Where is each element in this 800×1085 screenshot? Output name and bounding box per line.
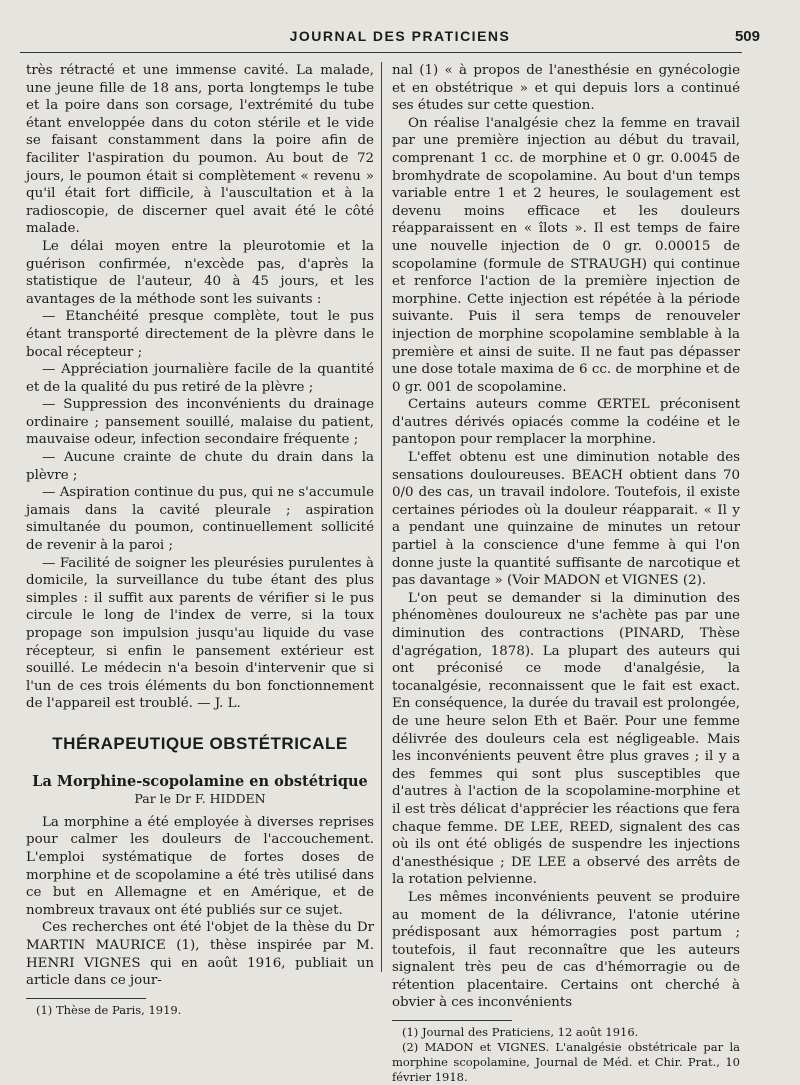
- footnote: (1) Journal des Praticiens, 12 août 1916.: [402, 1025, 639, 1040]
- advantage-item: — Facilité de soigner les pleurésies purulentes à domicile, la surveillance du tube étant des plus simples : il suffit aux parents de vérifier si le pus circule le long de l'index de verre, si la toux propage son impulsion jusqu'au liquide du vase récepteur, si enfin le pansement extérieur est souillé. Le médecin n'a besoin d'intervenir que si l'un de ces trois éléments du bon fonctionnement de l'appareil est troublé. — J. L.: [26, 555, 374, 712]
- right-column: [392, 62, 740, 1085]
- footnote: (1) Thèse de Paris, 1919.: [36, 1002, 182, 1017]
- left-column: [26, 62, 374, 1018]
- paragraph: Certains auteurs comme ŒRTEL préconisent d'autres dérivés opiacés comme la codéine et le pantopon pour remplacer la morphine.: [392, 397, 740, 448]
- paragraph: L'on peut se demander si la diminution des phénomènes douloureux ne s'achète pas par une diminution des contractions (PINARD, Thèse d'agrégation, 1878). La plupart des auteurs qui ont préconisé ce mode d'analgésie, la tocanalgésie, reconnaissent que le fait est exact. En conséquence, la durée du travail est prolongée, de une heure selon Eth et Baër. Pour une femme délivrée des douleurs cela est négligeable. Mais les inconvénients peuvent être plus graves ; il y a des femmes qui sont plus susceptibles que d'autres à l'action de la scopolamine-morphine et il est très délicat d'apprécier les réactions que fera chaque femme. DE LEE, REED, signalent des cas où ils ont été obligés de suspendre les injections d'anesthésique ; DE LEE a observé des arrêts de la rotation pelvienne.: [392, 590, 740, 888]
- section-heading: THÉRAPEUTIQUE OBSTÉTRICALE: [52, 733, 348, 753]
- paragraph: La morphine a été employée à diverses reprises pour calmer les douleurs de l'accouchement. L'emploi systématique de fortes doses de morphine et de scopolamine a été très utilisé dans ce but en Allemagne et en Amérique, et de nombreux travaux ont été publiés sur ce sujet.: [26, 814, 374, 918]
- article-byline: Par le Dr F. HIDDEN: [134, 791, 266, 807]
- paragraph: Le délai moyen entre la pleurotomie et la guérison confirmée, n'excède pas, d'après la statistique de l'auteur, 40 à 45 jours, et les avantages de la méthode sont les suivants :: [26, 238, 374, 307]
- running-header: [20, 24, 780, 48]
- advantage-item: — Aucune crainte de chute du drain dans la plèvre ;: [26, 450, 374, 483]
- paragraph: très rétracté et une immense cavité. La malade, une jeune fille de 18 ans, porta longtemps le tube et la poire dans son corsage, l'extrémité du tube étant enveloppée dans du coton stérile et le vide se faisant constamment dans la poire afin de faciliter l'aspiration du poumon. Au bout de 72 jours, le poumon était si complètement « revenu » qu'il était fort difficile, à l'auscultation et à la radioscopie, de discerner quel avait été le côté malade.: [26, 63, 374, 237]
- paragraph: On réalise l'analgésie chez la femme en travail par une première injection au début du travail, comprenant 1 cc. de morphine et 0 gr. 0.0045 de bromhydrate de scopolamine. Au bout d'un temps variable entre 1 et 2 heures, le soulagement est devenu moins efficace et les douleurs réapparaissent en « îlots ». Il est temps de faire une nouvelle injection de 0 gr. 0.00015 de scopolamine (formule de STRAUGH) qui continue et renforce l'action de la première injection de morphine. Cette injection est répétée à la période suivante. Puis il sera temps de renouveler injection de morphine scopolamine semblable à la première et ainsi de suite. Il ne faut pas dépasser une dose totale maxima de 6 cc. de morphine et de 0 gr. 001 de scopolamine.: [392, 115, 740, 395]
- footnote: (2) MADON et VIGNES. L'analgésie obstétricale par la morphine scopolamine, Journal de Méd. et Chir. Prat., 10 février 1918.: [392, 1040, 740, 1085]
- paragraph: L'effet obtenu est une diminution notable des sensations douloureuses. BEACH obtient dans 70 0/0 des cas, un travail indolore. Toutefois, il existe certaines périodes où la douleur réapparait. « Il y a pendant une quinzaine de minutes un retour partiel à la conscience d'une femme à qui l'on donne juste la quantité suffisante de narcotique et pas davantage » (Voir MADON et VIGNES (2).: [392, 450, 740, 589]
- header-rule: [20, 52, 742, 53]
- journal-title: JOURNAL DES PRATICIENS: [289, 28, 511, 44]
- footnote-rule: [26, 998, 146, 999]
- column-divider: [381, 62, 382, 972]
- paragraph: nal (1) « à propos de l'anesthésie en gynécologie et en obstétrique » et qui depuis lors a continué ses études sur cette question.: [392, 63, 740, 114]
- advantage-item: — Suppression des inconvénients du drainage ordinaire ; pansement souillé, malaise du patient, mauvaise odeur, infection secondaire fréquente ;: [26, 397, 374, 448]
- page-number: 509: [734, 28, 760, 45]
- paragraph: Ces recherches ont été l'objet de la thèse du Dr MARTIN MAURICE (1), thèse inspirée par M. HENRI VIGNES qui en août 1916, publiait un article dans ce jour-: [26, 920, 374, 989]
- advantage-item: — Aspiration continue du pus, qui ne s'accumule jamais dans la cavité pleurale ; aspiration simultanée du poumon, continuellement sollicité de revenir à la paroi ;: [26, 485, 374, 554]
- advantage-item: — Etanchéité presque complète, tout le pus étant transporté directement de la plèvre dans le bocal récepteur ;: [26, 309, 374, 360]
- advantage-item: — Appréciation journalière facile de la quantité et de la qualité du pus retiré de la plèvre ;: [26, 362, 374, 395]
- footnote-rule: [392, 1020, 512, 1021]
- article-title: La Morphine-scopolamine en obstétrique: [32, 772, 368, 790]
- paragraph: Les mêmes inconvénients peuvent se produire au moment de la délivrance, l'atonie utérine prédisposant aux hémorragies post partum ; toutefois, il faut reconnaître que les auteurs signalent très peu de cas d'hémorragie ou de rétention placentaire. Certains ont cherché à obvier à ces inconvénients: [392, 889, 740, 1011]
